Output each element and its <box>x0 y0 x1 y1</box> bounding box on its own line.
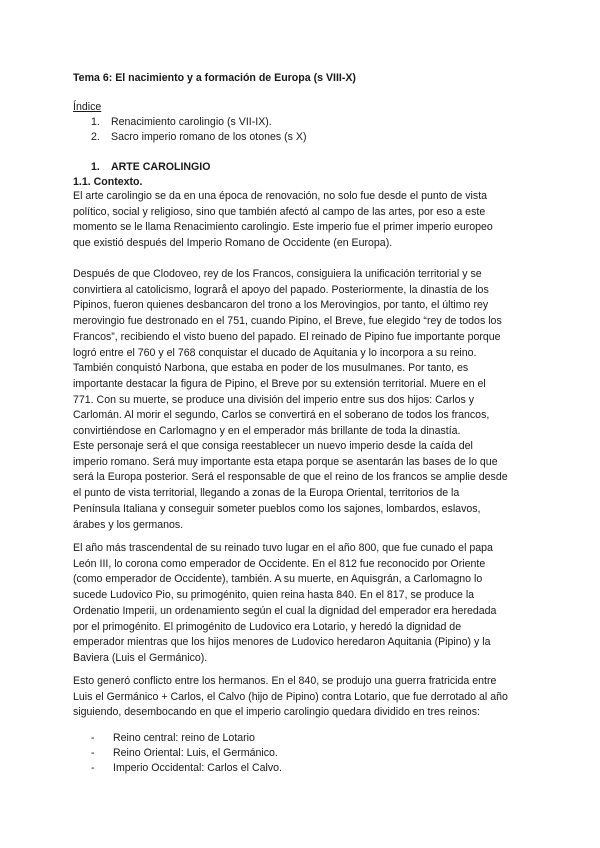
paragraph-line: logró entre el 760 y el 768 conquistar el ducado de Aquitania y lo incorpora a su reino. <box>73 346 477 359</box>
index-item-text: Renacimiento carolingio (s VII-IX). <box>111 116 272 128</box>
bullet-item <box>91 746 278 761</box>
document-title: Tema 6: El nacimiento y a formación de Europa (s VIII-X) <box>73 72 356 84</box>
paragraph-line: el punto de vista territorial, llegando a zonas de la Europa Oriental, territorios de la <box>73 487 460 500</box>
bullet-marker: - <box>91 762 95 774</box>
paragraph-line: Pipinos, fueron quienes desbancaron del trono a los Merovingios, por tanto, el último rey <box>73 299 489 312</box>
paragraph-line: (como emperador de Occidente), también. A su muerte, en Aquisgrán, a Carlomagno lo <box>73 573 483 586</box>
paragraph <box>73 439 529 533</box>
section-number: 1. <box>91 161 100 173</box>
paragraph-line: siguiendo, desembocando en que el imperio carolingio quedara dividido en tres reinos: <box>73 706 480 719</box>
bullet-item <box>91 731 255 746</box>
paragraph <box>73 541 529 667</box>
index-heading: Índice <box>73 101 102 113</box>
bullet-text: Imperio Occidental: Carlos el Calvo. <box>113 762 282 774</box>
index-item <box>91 115 272 130</box>
index-item-number: 1. <box>91 116 100 128</box>
bullet-text: Reino central: reino de Lotario <box>113 732 255 744</box>
paragraph-line: momento se le llama Renacimiento carolingio. Este imperio fue el primer imperio europeo <box>73 221 493 234</box>
paragraph <box>73 189 529 252</box>
bullet-marker: - <box>91 732 95 744</box>
paragraph-line: Península Italiana y conseguir someter pueblos como los sajones, lombardos, eslavos, <box>73 502 481 515</box>
section-title: ARTE CAROLINGIO <box>111 161 211 173</box>
paragraph-line: importante destacar la figura de Pipino, el Breve por su extensión territorial. Muere en el <box>73 377 486 390</box>
paragraph-line: Francos”, recibiendo el visto bueno del papado. El reinado de Pipino fue importante porque <box>73 330 501 343</box>
bullet-item <box>91 761 282 776</box>
paragraph-line: Luis el Germánico + Carlos, el Calvo (hijo de Pipino) contra Lotario, que fue derrotado al año <box>73 690 508 703</box>
paragraph-line: El arte carolingio se da en una época de renovación, no solo fue desde el punto de vista <box>73 190 488 202</box>
paragraph-line: El año más trascendental de su reinado tuvo lugar en el año 800, que fue cunado el papa <box>73 542 493 554</box>
paragraph <box>73 267 529 440</box>
paragraph-line: emperador mientras que los hijos menores de Ludovico heredaron Aquitania (Pipino) y la <box>73 636 491 649</box>
bullet-text: Reino Oriental: Luis, el Germánico. <box>113 747 278 759</box>
paragraph-line: León III, lo corona como emperador de Occidente. En el 812 fue reconocido por Oriente <box>73 557 486 570</box>
index-item-number: 2. <box>91 131 100 143</box>
paragraph-line: por el primogénito. El primogénito de Ludovico era Lotario, y heredó la dignidad de <box>73 620 462 633</box>
paragraph-line: Carlomán. Al morir el segundo, Carlos se convertirá en el soberano de todos los francos, <box>73 409 490 422</box>
paragraph-line: merovingio fue destronado en el 751, cuando Pipino, el Breve, fue elegido “rey de todos los <box>73 315 502 328</box>
paragraph-line: convirtiéndose en Carlomagno y en el emperador más brillante de toda la dinastía. <box>73 425 461 438</box>
section-heading <box>91 160 210 175</box>
paragraph-line: También conquistó Narbona, que estaba en poder de los musulmanes. Por tanto, es <box>73 362 469 375</box>
paragraph-line: Baviera (Luis el Germánico). <box>73 651 208 664</box>
paragraph-line: Esto generó conflicto entre los hermanos. En el 840, se produjo una guerra fratricida entre <box>73 675 497 687</box>
paragraph-line: imperio romano. Será muy importante esta etapa porque se asentarán las bases de lo que <box>73 455 498 468</box>
index-item-text: Sacro imperio romano de los otones (s X) <box>111 131 307 143</box>
paragraph <box>73 674 529 721</box>
paragraph-line: árabes y los germanos. <box>73 518 184 531</box>
index-item <box>91 130 306 145</box>
paragraph-line: Este personaje será el que consiga reestablecer un nuevo imperio desde la caída del <box>73 440 473 452</box>
paragraph-line: Después de que Clodoveo, rey de los Francos, consiguiera la unificación territorial y se <box>73 268 482 280</box>
paragraph-line: 771. Con su muerte, se produce una división del imperio entre sus dos hijos: Carlos y <box>73 393 475 406</box>
paragraph-line: que existió después del Imperio Romano de Occidente (en Europa). <box>73 237 393 250</box>
paragraph-line: sucede Ludovico Pio, su primogénito, quien reina hasta 840. En el 817, se produce la <box>73 589 475 602</box>
paragraph-line: político, social y religioso, sino que también afectó al campo de las artes, por eso a este <box>73 205 486 218</box>
paragraph-line: Ordenatio Imperii, un ordenamiento según el cual la dignidad del emperador era heredada <box>73 604 497 617</box>
subsection-heading: 1.1. Contexto. <box>73 176 143 188</box>
paragraph-line: será la Europa posterior. Será el responsable de que el reino de los francos se amplie desde <box>73 471 508 484</box>
paragraph-line: convirtiera al catolicismo, lograrå el apoyo del papado. Posteriormente, la dinastía de los <box>73 283 489 296</box>
bullet-marker: - <box>91 747 95 759</box>
